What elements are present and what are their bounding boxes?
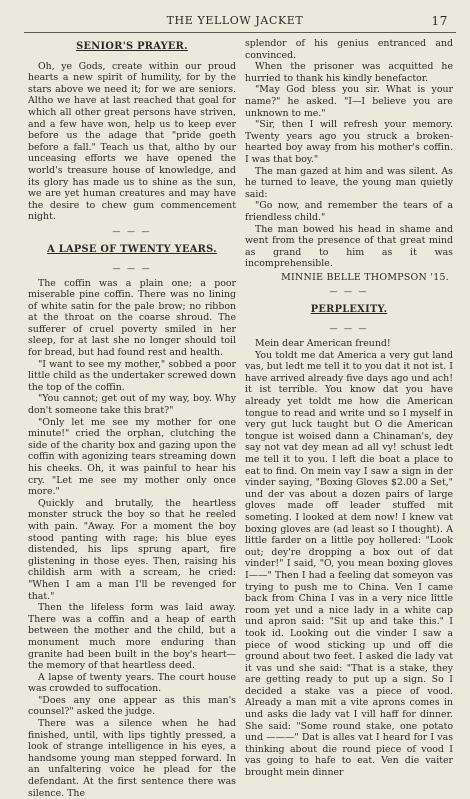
lapse-of-twenty-years-heading: A LAPSE OF TWENTY YEARS. <box>47 243 217 255</box>
page-number: 17 <box>431 14 448 28</box>
running-header <box>0 14 470 30</box>
publication-title: THE YELLOW JACKET <box>166 14 304 27</box>
paragraph: The man bowed his head in shame and went from the presence of that great mind as grand to him as it was incomprehensible. <box>245 223 453 270</box>
paragraph: "You cannot; get out of my way, boy. Why don't someone take this brat?" <box>28 393 236 417</box>
paragraph: "May God bless you sir. What is your name?" he asked. "I—I believe you are unknown to me." <box>245 84 453 119</box>
section-separator: — — — <box>112 226 152 236</box>
paragraph: The coffin was a plain one; a poor miserable pine coffin. There was no lining of white satin for the pale brow; no ribbon at the throat on the coarse shroud. The sufferer of cruel poverty smiled in her sleep, for at last she no longer should toil for bread, but had found rest and health. <box>28 277 236 359</box>
paragraph: "Does any one appear as this man's counsel?" asked the judge. <box>28 694 236 718</box>
paragraph: "Sir, then I will refresh your memory. Twenty years ago you struck a broken-hearted boy away from his mother's coffin. I was that boy." <box>245 119 453 165</box>
paragraph: Oh, ye Gods, create within our proud hearts a new spirit of humility, for by the stars above we need it; for we are seniors. Altho we have at last reached that goal for which all other great persons have striven, and a few have won, help us to keep ever before us the adage that "pride goeth before a fall." Teach us that, altho by our unceasing efforts we have opened the world's treasure house of knowledge, and its glory has made us to shine as the sun, we are yet human creatures and may have the desire to chew gum commencement night. <box>28 60 236 223</box>
paragraph: "Only let me see my mother for one minute!" cried the orphan, clutching the side of the charity box and gazing upon the coffin with agonizing tears streaming down his cheeks. Oh, it was painful to hear his cry. "Let me see my mother only once more." <box>28 416 236 498</box>
heading-separator: — — — <box>329 324 369 334</box>
heading-separator: — — — <box>112 263 152 273</box>
paragraph: Quickly and brutally, the heartless monster struck the boy so that he reeled with pain. "Away. For a moment the boy stood panting with rage; his blue eyes distended, his lips sprung apart, fire glistening in those eyes. Then, raising his childish arm with a scream, he cried: "When I am a man I'll be revenged for that." <box>28 497 236 602</box>
salutation: Mein dear American freund! <box>255 338 391 350</box>
author-signature: MINNIE BELLE THOMPSON '15. <box>281 271 449 283</box>
paragraph: "Go now, and remember the tears of a friendless child." <box>245 200 453 223</box>
section-separator: — — — <box>329 287 369 297</box>
paragraph: A lapse of twenty years. The court house was crowded to suffocation. <box>28 671 236 695</box>
paragraph: "I want to see my mother," sobbed a poor little child as the undertaker screwed down the top of the coffin. <box>28 358 236 393</box>
paragraph: There was a silence when he had finished, until, with lips tightly pressed, a look of strange intelligence in his eyes, a handsome young man stepped forward. In an unfaltering voice he plead for the defendant. At the first sentence there was silence. The <box>28 718 236 799</box>
perplexity-heading: PERPLEXITY. <box>310 304 388 316</box>
paragraph: The man gazed at him and was silent. As he turned to leave, the young man quietly said: <box>245 165 453 200</box>
paragraph: Then the lifeless form was laid away. There was a coffin and a heap of earth between the mother and the child, but a monument much more enduring than granite had been built in the boy's heart—the memory of that heartless deed. <box>28 602 236 672</box>
paragraph-continued: splendor of his genius entranced and convinced. <box>245 38 453 61</box>
right-column <box>245 38 453 779</box>
paragraph: You toldt me dat America a very gut land vas, but ledt me tell it to you dat it not ist. I have arrived already five days ago und ach! it ist terrible. You know dat you have already yet toldt me how die American tongue to read and write und so I myself in very gut luck taught but O die American tongue ist woised dann a Chinaman's, dey say not vat dey mean ad all vy! schust ledt me tell it to you. I left die boat a place to eat to find. On mein vay I saw a sign in der vinder saying, "Boxing Gloves $2.00 a Set," und der vas about a dozen pairs of large gloves made off leader stuffed mit someting. I looked at dem now! I knew vat boxing gloves are (ad least so I thought). A little farder on a little poy hollered: "Look out; dey're dropping a box out of dat vinder!" I said, "O, you mean boxing gloves I——" Then I had a feeling dat someyon vas trying to push me to China. Ven I came back from China I vas in a very nice little room yet und a nice lady in a white cap und apron said: "Sit up and take this." I took id. Looking out die vinder I saw a piece of wood sticking up und off die ground about two feet. I asked die lady vat it vas und she said: "That is a stake, they are getting ready to put up a sign. So I decided a stake vas a piece of vood. Already a man mit a vite aprons comes in und asks die lady vat I vill haff for dinner. She said: "Some round stake, one potato und ———" Dat is alles vat I heard for I vas thinking about die round piece of vood I vas going to hafe to eat. Ven die vaiter brought mein dinner <box>245 349 453 779</box>
seniors-prayer-heading: SENIOR'S PRAYER. <box>76 41 188 52</box>
paragraph: When the prisoner was acquitted he hurried to thank his kindly benefactor. <box>245 61 453 84</box>
left-column <box>28 38 236 799</box>
header-rule <box>24 32 456 33</box>
